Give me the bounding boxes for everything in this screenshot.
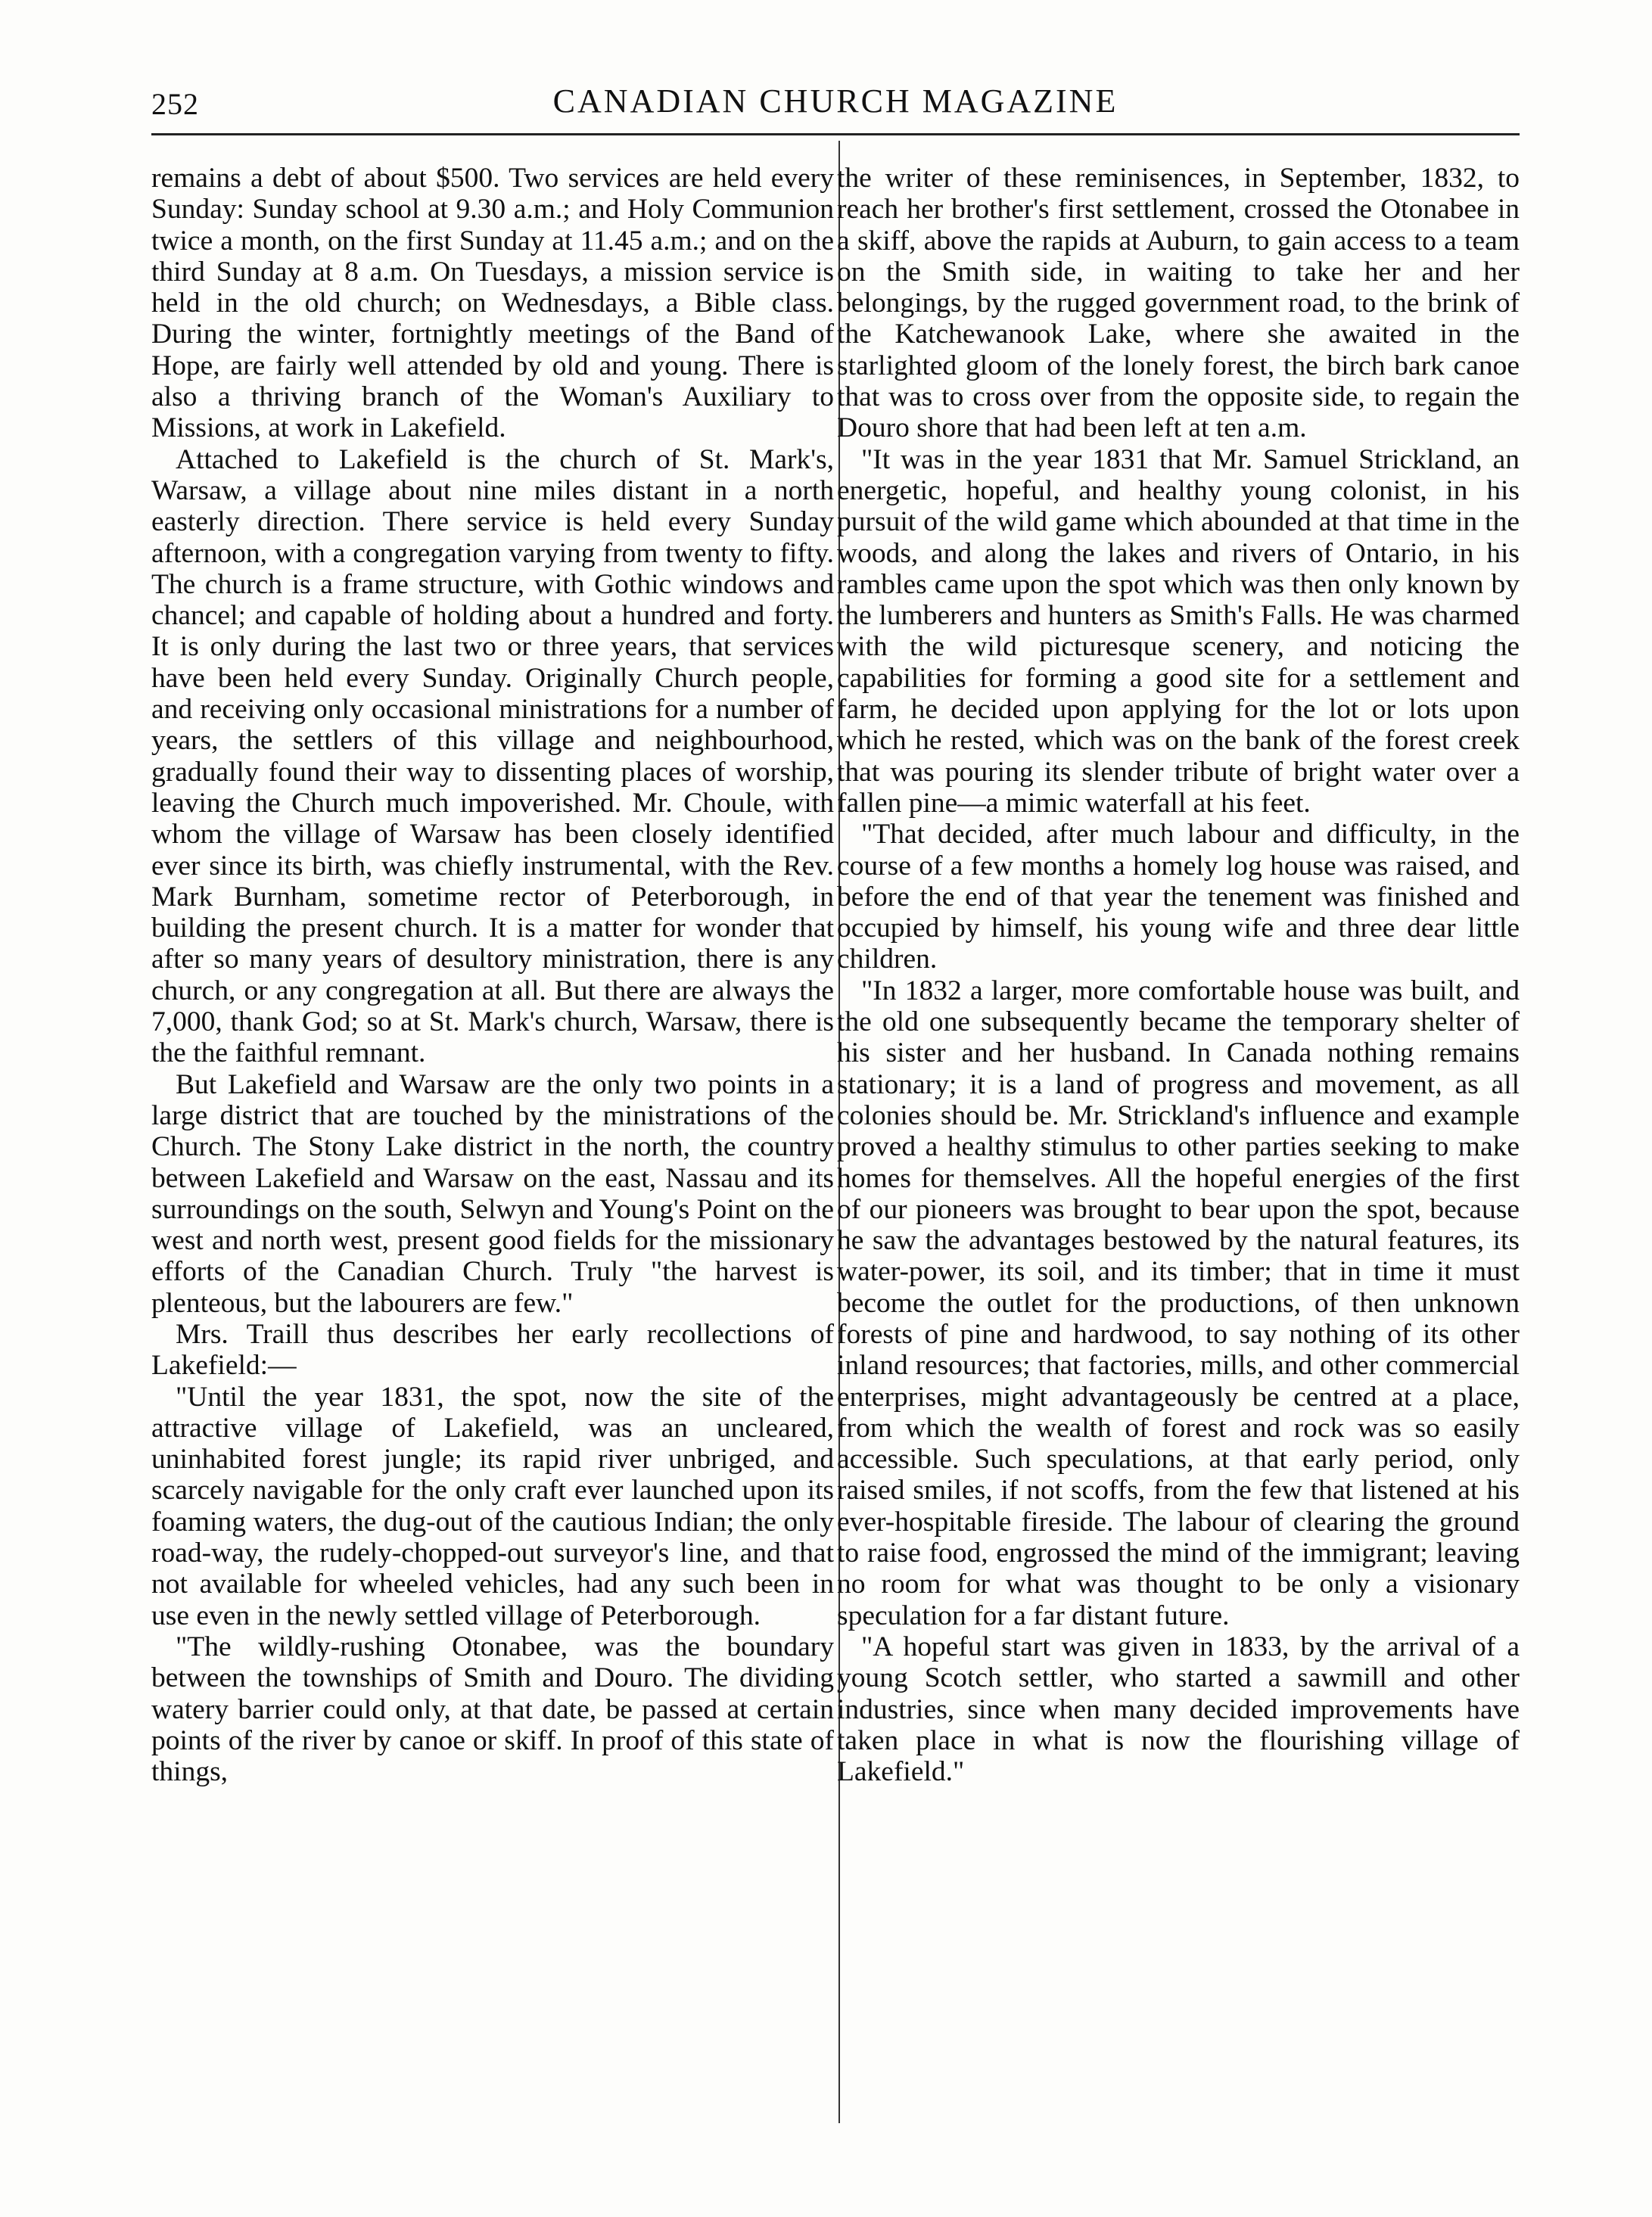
paragraph: Attached to Lakefield is the church of St. Mark's, Warsaw, a village about nine miles distant in a north easterly direction. There service is held every Sunday afternoon, with a congregation varying from twenty to fifty. The church is a frame structure, with Gothic windows and chancel; and capable of holding about a hundred and forty. It is only during the last two or three years, that services have been held every Sunday. Originally Church people, and receiving only occasional ministrations for a number of years, the settlers of this village and neighbourhood, gradually found their way to dissenting places of worship, leaving the Church much impoverished. Mr. Choule, with whom the village of Warsaw has been closely identified ever since its birth, was chiefly instrumental, with the Rev. Mark Burnham, sometime rector of Peterborough, in building the present church. It is a matter for wonder that after so many years of desultory ministration, there is any church, or any congregation at all. But there are always the 7,000, thank God; so at St. Mark's church, Warsaw, there is the the faithful remnant. xyxy=(151,443,834,1069)
paragraph: Mrs. Traill thus describes her early recollections of Lakefield:— xyxy=(151,1318,834,1382)
paragraph: "Until the year 1831, the spot, now the site of the attractive village of Lakefield, was an uncleared, uninhabited forest jungle; its rapid river unbriged, and scarcely navigable for the only craft ever launched upon its foaming waters, the dug-out of the cautious Indian; the only road-way, the rudely-chopped-out surveyor's line, and that not available for wheeled vehicles, had any such been in use even in the newly settled village of Peterborough. xyxy=(151,1381,834,1631)
running-head: CANADIAN CHURCH MAGAZINE xyxy=(552,82,1118,120)
paragraph: "In 1832 a larger, more comfortable house was built, and the old one subsequently became the temporary shelter of his sister and her husband. In Canada nothing remains stationary; it is a land of progress and movement, as all colonies should be. Mr. Strickland's influence and example proved a healthy stimulus to other parties seeking to make homes for themselves. All the hopeful energies of the first of our pioneers was brought to bear upon the spot, because he saw the advantages bestowed by the natural features, its water-power, its soil, and its timber; that in time it must become the outlet for the productions, of then unknown forests of pine and hardwood, to say nothing of its other inland resources; that factories, mills, and other commercial enterprises, might advantageously be centred at a place, from which the wealth of forest and rock was so easily accessible. Such speculations, at that early period, only raised smiles, if not scoffs, from the few that listened at his ever-hospitable fireside. The labour of clearing the ground to raise food, engrossed the mind of the immigrant; leaving no room for what was thought to be only a visionary speculation for a far distant future. xyxy=(837,975,1520,1631)
header-rule xyxy=(151,133,1520,135)
paragraph: "The wildly-rushing Otonabee, was the boundary between the townships of Smith and Douro. The dividing watery barrier could only, at that date, be passed at certain points of the river by canoe or skiff. In proof of this state of things, xyxy=(151,1631,834,1788)
paragraph: remains a debt of about $500. Two services are held every Sunday: Sunday school at 9.30 a.m.; and Holy Communion twice a month, on the first Sunday at 11.45 a.m.; and on the third Sunday at 8 a.m. On Tuesdays, a mission service is held in the old church; on Wednesdays, a Bible class. During the winter, fortnightly meetings of the Band of Hope, are fairly well attended by old and young. There is also a thriving branch of the Woman's Auxiliary to Missions, at work in Lakefield. xyxy=(151,163,834,444)
paragraph: the writer of these reminisences, in September, 1832, to reach her brother's first settlement, crossed the Otonabee in a skiff, above the rapids at Auburn, to gain access to a team on the Smith side, in waiting to take her and her belongings, by the rugged government road, to the brink of the Katchewanook Lake, where she awaited in the starlighted gloom of the lonely forest, the birch bark canoe that was to cross over from the opposite side, to regain the Douro shore that had been left at ten a.m. xyxy=(837,163,1520,444)
page-number: 252 xyxy=(151,87,199,121)
paragraph: "A hopeful start was given in 1833, by the arrival of a young Scotch settler, who started a sawmill and other industries, since when many decided improvements have taken place in what is now the flourishing village of Lakefield." xyxy=(837,1631,1520,1788)
right-column xyxy=(837,163,1520,1787)
left-column xyxy=(151,163,834,1787)
paragraph: "It was in the year 1831 that Mr. Samuel Strickland, an energetic, hopeful, and healthy young colonist, in his pursuit of the wild game which abounded at that time in the woods, and along the lakes and rivers of Ontario, in his rambles came upon the spot which was then only known by the lumberers and hunters as Smith's Falls. He was charmed with the wild picturesque scenery, and noticing the capabilities for forming a good site for a settlement and farm, he decided upon applying for the lot or lots upon which he rested, which was on the bank of the forest creek that was pouring its slender tribute of bright water over a fallen pine—a mimic waterfall at his feet. xyxy=(837,443,1520,819)
paragraph: But Lakefield and Warsaw are the only two points in a large district that are touched by the ministrations of the Church. The Stony Lake district in the north, the country between Lakefield and Warsaw on the east, Nassau and its surroundings on the south, Selwyn and Young's Point on the west and north west, present good fields for the missionary efforts of the Canadian Church. Truly "the harvest is plenteous, but the labourers are few." xyxy=(151,1068,834,1319)
paragraph: "That decided, after much labour and difficulty, in the course of a few months a homely log house was raised, and before the end of that year the tenement was finished and occupied by himself, his young wife and three dear little children. xyxy=(837,819,1520,975)
page-header xyxy=(151,82,1520,135)
